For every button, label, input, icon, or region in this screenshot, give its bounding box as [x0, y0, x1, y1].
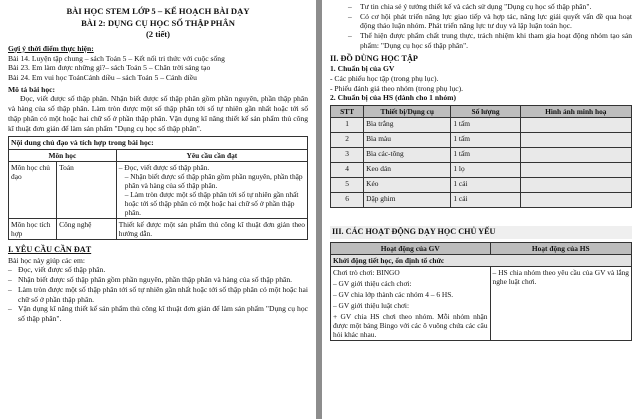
suggest-item: Bài 23. Em làm được những gì?– sách Toán 5 – Chân trời sáng tạo: [8, 63, 211, 73]
activities-table: [330, 242, 632, 341]
gv-prep-heading: 1. Chuẩn bị của GV: [330, 64, 395, 74]
table-row: 6 Dập ghim 1 cái: [331, 193, 632, 208]
col-illustration: Hình ảnh minh hoạ: [520, 105, 631, 117]
suggest-item: Bài 24. Em vui học ToánCánh diều – sách Toán 5 – Cánh diều: [8, 72, 197, 82]
list-item: – Đọc, viết được số thập phân.: [8, 265, 106, 275]
row-main-subject-label: Môn học chủ đạo: [9, 162, 57, 219]
row-integrated-subject-label: Môn học tích hợp: [9, 219, 57, 240]
description-heading: Mô tả bài học:: [8, 84, 56, 94]
teacher-activity-cell: [331, 266, 491, 340]
suggest-heading: Gợi ý thời điểm thực hiện:: [8, 43, 94, 53]
teacher-activity-line: – GV chia lớp thành các nhóm 4 – 6 HS.: [333, 289, 454, 299]
teacher-activity-line: – GV giới thiệu cách chơi:: [333, 278, 412, 288]
table-row: 2 Bìa màu 1 tấm: [331, 133, 632, 148]
requirement-line: – Đọc, viết được số thập phân.: [118, 163, 210, 172]
col-teacher-activity: Hoạt động của GV: [331, 242, 491, 254]
document-page-left: [0, 0, 316, 419]
gv-prep-item: - Phiếu đánh giá theo nhóm (trong phụ lục).: [330, 83, 464, 93]
row-integrated-requirement: Thiết kế được một sản phẩm thủ công kĩ thuật đơn giản theo hướng dẫn.: [116, 219, 307, 240]
section-2-heading: II. ĐỒ DÙNG HỌC TẬP: [330, 53, 418, 63]
table-row: 3 Bìa các-tông 1 tấm: [331, 148, 632, 163]
integration-table-wrap: [8, 136, 308, 240]
section-1-intro: Bài học này giúp các em:: [8, 255, 85, 265]
section-3-heading: III. CÁC HOẠT ĐỘNG DẠY HỌC CHỦ YẾU: [330, 226, 632, 239]
gv-prep-item: - Các phiếu học tập (trong phụ lục).: [330, 73, 439, 83]
requirement-line: – Làm tròn được một số thập phân tới số tự nhiên gần nhất hoặc tới số thập phân có một hoặc hai chữ số ở phần thập phân.: [124, 190, 299, 218]
requirement-line: – Nhận biết được số thập phân gồm phần nguyên, phần thập phân và hàng của số thập phân.: [124, 172, 303, 191]
list-item: – Làm tròn được một số thập phân tới số tự nhiên gần nhất hoặc tới số thập phân có một hoặc hai chữ số ở phần thập phân.: [8, 284, 308, 304]
col-quantity: Số lượng: [451, 105, 520, 117]
row-integrated-subject: Công nghệ: [57, 219, 117, 240]
col-subject: Môn học: [9, 150, 116, 162]
teacher-activity-line: – GV giới thiệu luật chơi:: [333, 300, 410, 310]
student-activity-cell: – HS chia nhóm theo yêu cầu của GV và lắng nghe luật chơi.: [490, 266, 631, 340]
row-main-requirements: [116, 162, 307, 219]
lesson-duration: (2 tiết): [145, 29, 171, 40]
list-item: – Thể hiện được phẩm chất trung thực, trách nhiệm khi tham gia hoạt động nhóm tạo sản phẩm: "Dụng cụ học số thập phân".: [348, 31, 632, 50]
list-item: – Vận dụng kĩ năng thiết kế sản phẩm thủ công kĩ thuật đơn giản để làm sản phẩm "Dụng cụ học số thập phân".: [8, 304, 308, 324]
col-requirement: Yêu cầu cần đạt: [116, 150, 307, 162]
description-text: Đọc, viết được số thập phân. Nhận biết được số thập phân gồm phần nguyên, phần thập phân và hàng của số thập phân. Làm tròn được một số thập phân tới số tự nhiên gần nhất hoặc tới số thập phân có một hoặc hai chữ số ở phần thập phân. Vận dụng kĩ năng thiết kế sản phẩm thủ công kĩ thuật đơn giản để làm sản phẩm "Dụng cụ học số thập phân".: [8, 94, 308, 133]
row-main-subject: Toán: [57, 162, 117, 219]
integration-table: [9, 150, 307, 239]
activity-subheading: Khởi động tiết học, ổn định tổ chức: [331, 254, 632, 266]
col-equipment: Thiết bị/Dụng cụ: [364, 105, 451, 117]
list-item: – Tư tin chia sẻ ý tưởng thiết kế và cách sử dụng "Dụng cụ học số thập phân".: [348, 2, 592, 11]
list-item: – Nhận biết được số thập phân gồm phần nguyên, phần thập phân và hàng của số thập phân.: [8, 275, 293, 285]
section-1-heading: I. YÊU CẦU CẦN ĐẠT: [8, 245, 92, 255]
teacher-activity-line: + GV chia HS chơi theo nhóm. Mỗi nhóm nhận được một bảng Bingo với các ô vuông chứa các câu hỏi khác nhau.: [333, 311, 488, 339]
hs-prep-heading: 2. Chuẩn bị của HS (dành cho 1 nhóm): [330, 93, 456, 103]
table-row: 5 Kéo 1 cái: [331, 178, 632, 193]
document-page-right: [322, 0, 640, 419]
col-student-activity: Hoạt động của HS: [490, 242, 631, 254]
teacher-activity-line: Chơi trò chơi: BINGO: [333, 267, 400, 277]
list-item: – Có cơ hội phát triển năng lực giao tiếp và hợp tác, năng lực giải quyết vấn đề qua hoạt động thảo luận nhóm. Phát triển năng lực tư duy và lập luận toán học.: [348, 11, 632, 31]
table-row: 1 Bìa trắng 1 tấm: [331, 118, 632, 133]
lesson-subtitle: BÀI 2: DỤNG CỤ HỌC SỐ THẬP PHÂN: [81, 17, 235, 28]
table-row: 4 Keo dán 1 lọ: [331, 163, 632, 178]
suggest-item: Bài 14. Luyện tập chung – sách Toán 5 – Kết nối tri thức với cuộc sống: [8, 53, 225, 63]
col-stt: STT: [331, 105, 364, 117]
lesson-title: BÀI HỌC STEM LỚP 5 – KẾ HOẠCH BÀI DẠY: [66, 6, 250, 16]
integration-table-caption: Nội dung chủ đạo và tích hợp trong bài học:: [9, 137, 307, 150]
materials-table: [330, 105, 632, 208]
